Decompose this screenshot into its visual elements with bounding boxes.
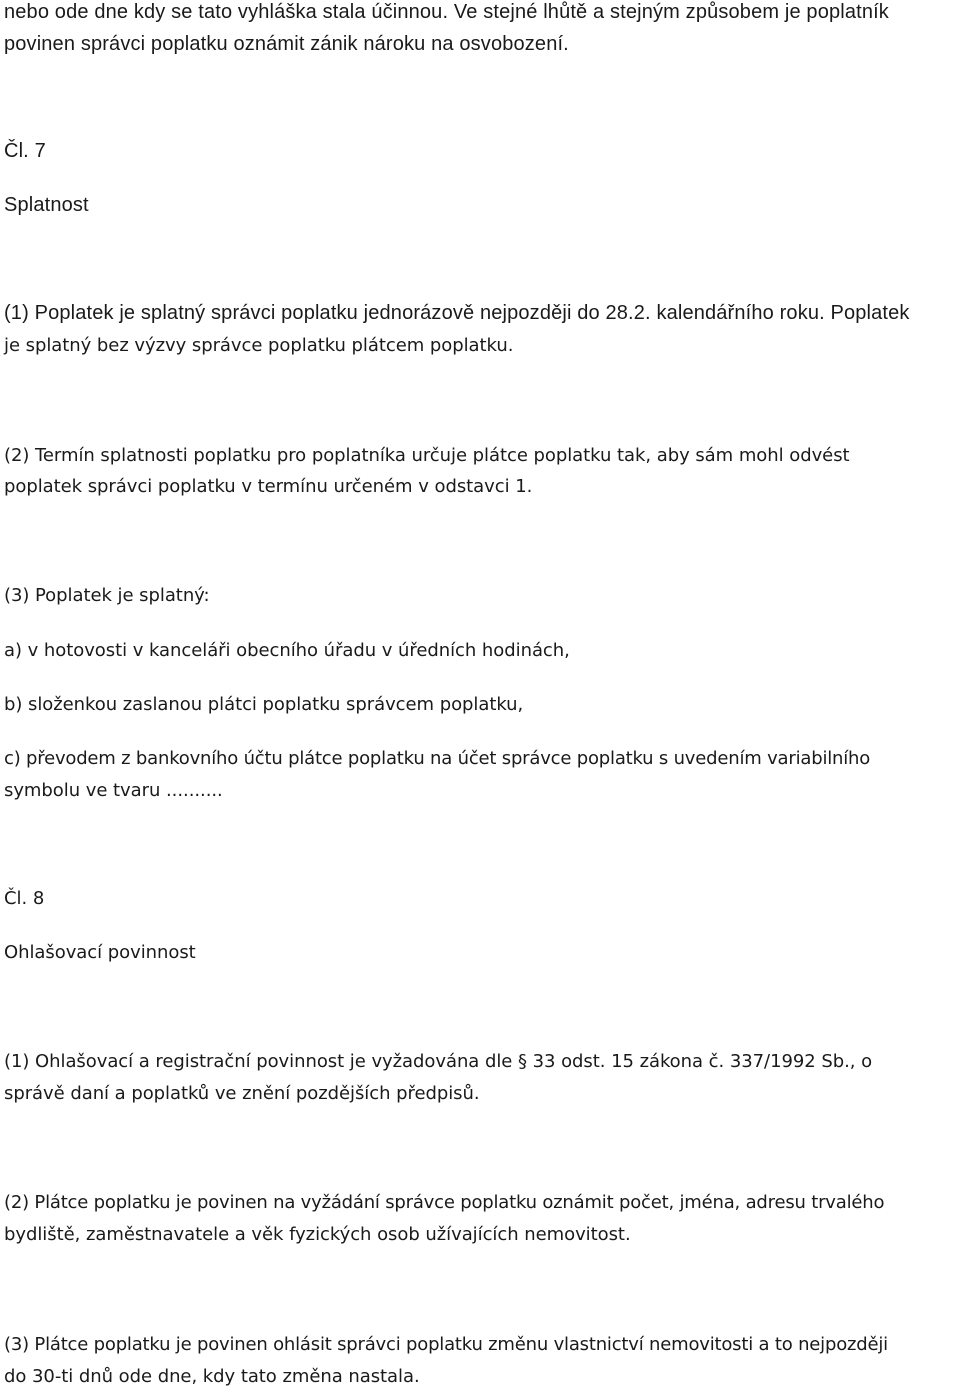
text-line: nebo ode dne kdy se tato vyhláška stala účinnou. Ve stejné lhůtě a stejným způsobem je poplatník: [4, 1, 889, 23]
article-number: Čl. 7: [4, 140, 46, 162]
article-number: Čl. 8: [4, 888, 45, 909]
text-line: povinen správci poplatku oznámit zánik nároku na osvobození.: [4, 33, 569, 55]
list-item: a) v hotovosti v kanceláři obecního úřadu v úředních hodinách,: [4, 640, 570, 661]
paragraph-line: poplatek správci poplatku v termínu určeném v odstavci 1.: [4, 476, 533, 497]
article-title: Ohlašovací povinnost: [4, 942, 196, 963]
list-item: b) složenkou zaslanou plátci poplatku správcem poplatku,: [4, 694, 524, 715]
list-item: c) převodem z bankovního účtu plátce poplatku na účet správce poplatku s uvedením variabilního: [4, 748, 871, 769]
paragraph-line: (1) Poplatek je splatný správci poplatku jednorázově nejpozději do 28.2. kalendářního roku. Poplatek: [4, 302, 910, 324]
paragraph-line: (3) Plátce poplatku je povinen ohlásit správci poplatku změnu vlastnictví nemovitosti a to nejpozději: [4, 1334, 888, 1355]
paragraph-line: (2) Plátce poplatku je povinen na vyžádání správce poplatku oznámit počet, jména, adresu trvalého: [4, 1192, 885, 1213]
paragraph-line: (1) Ohlašovací a registrační povinnost je vyžadována dle § 33 odst. 15 zákona č. 337/1992 Sb., o: [4, 1051, 873, 1072]
paragraph-line: do 30-ti dnů ode dne, kdy tato změna nastala.: [4, 1366, 420, 1387]
paragraph-line: (2) Termín splatnosti poplatku pro poplatníka určuje plátce poplatku tak, aby sám mohl odvést: [4, 445, 850, 466]
article-title: Splatnost: [4, 194, 89, 216]
list-item: symbolu ve tvaru ..........: [4, 780, 223, 801]
paragraph-line: správě daní a poplatků ve znění pozdějších předpisů.: [4, 1083, 480, 1104]
paragraph-line: bydliště, zaměstnavatele a věk fyzických osob užívajících nemovitost.: [4, 1224, 631, 1245]
paragraph-line: (3) Poplatek je splatný:: [4, 585, 210, 606]
paragraph-line: je splatný bez výzvy správce poplatku plátcem poplatku.: [4, 335, 514, 356]
